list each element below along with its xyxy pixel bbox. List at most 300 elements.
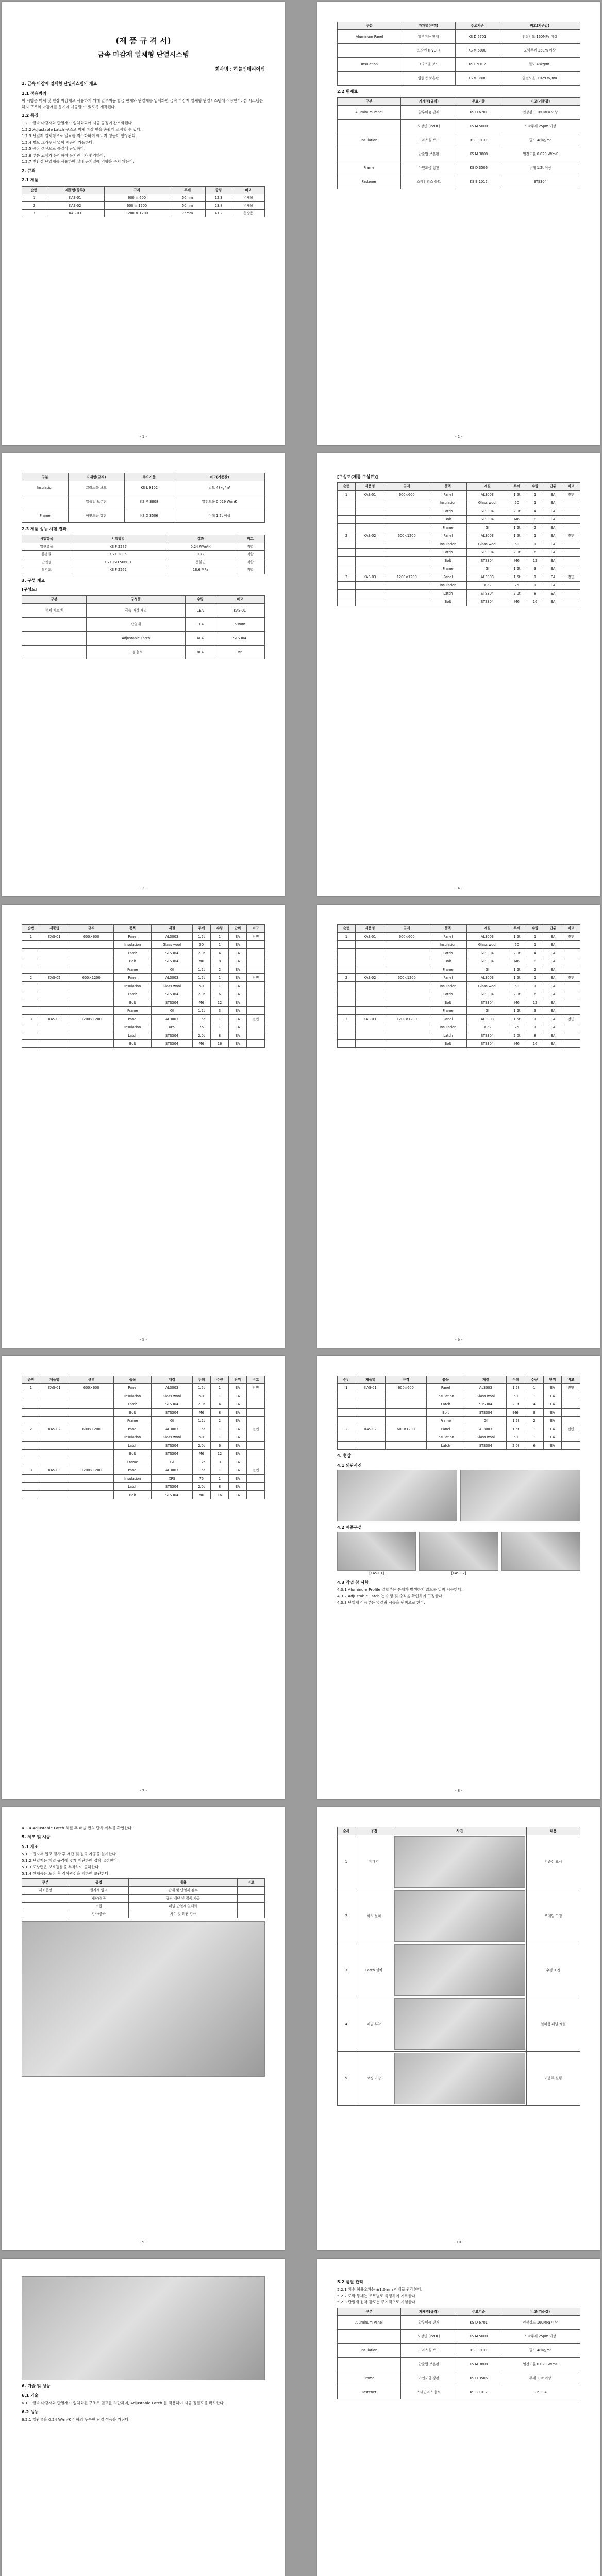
table-cell: 1.2t bbox=[508, 523, 526, 532]
table-header: 비고 bbox=[247, 1376, 265, 1384]
table-cell: 600×1200 bbox=[384, 532, 429, 540]
table-cell: AL3003 bbox=[152, 974, 192, 982]
section-heading: [구성도(제품 구성표)] bbox=[337, 474, 378, 479]
section-heading: 1.1 적용범위 bbox=[22, 91, 46, 96]
table-cell: EA bbox=[229, 1031, 247, 1040]
table-row bbox=[338, 2330, 580, 2344]
table-cell bbox=[40, 982, 69, 990]
table-cell: AL3003 bbox=[467, 490, 508, 499]
list-item: 5.1.3 도장면은 보호필름을 부착하여 출하한다. bbox=[22, 1865, 100, 1870]
table-row bbox=[22, 1417, 265, 1425]
table-cell: STS304 bbox=[152, 1031, 192, 1040]
table-cell: 1200 × 1200 bbox=[104, 210, 170, 217]
table-cell bbox=[69, 957, 114, 965]
table-cell bbox=[562, 589, 580, 598]
table-header: 순번 bbox=[22, 1376, 40, 1384]
table-row bbox=[22, 949, 265, 957]
table-cell: M6 bbox=[508, 957, 526, 965]
table-cell: 열전도율 0.029 W/mK bbox=[174, 495, 265, 509]
table-row bbox=[22, 631, 265, 645]
table-cell: 아연도금 강판 bbox=[401, 161, 457, 175]
doc-title-bracket: (제 품 규 격 서) bbox=[115, 36, 171, 45]
table-cell: 2 bbox=[525, 1417, 544, 1425]
table-cell bbox=[40, 1442, 69, 1450]
table-cell bbox=[562, 965, 580, 974]
table-cell bbox=[40, 1031, 69, 1040]
table-cell: 4 bbox=[211, 949, 229, 957]
table-cell bbox=[40, 1392, 69, 1400]
table-cell: Frame bbox=[114, 965, 152, 974]
table-cell bbox=[338, 556, 356, 565]
table-cell: Aluminum Panel bbox=[338, 2316, 401, 2330]
table-cell bbox=[384, 507, 429, 515]
table-cell: STS304 bbox=[465, 1409, 507, 1417]
table-cell: M6 bbox=[508, 556, 526, 565]
table-cell: 75 bbox=[192, 1475, 211, 1483]
table-cell bbox=[384, 556, 429, 565]
table-cell: EA bbox=[544, 565, 562, 573]
table-cell: Insulation bbox=[429, 540, 467, 548]
table-cell: GI bbox=[467, 523, 508, 532]
table-cell: 1200×1200 bbox=[384, 573, 429, 581]
table-cell: 전면 bbox=[247, 1015, 265, 1023]
table-header: 규격 bbox=[384, 925, 429, 933]
test-result-table bbox=[22, 473, 265, 523]
table-cell: Panel bbox=[114, 1384, 152, 1392]
table-cell bbox=[355, 598, 384, 606]
table-header: 순번 bbox=[338, 483, 356, 490]
table-row bbox=[22, 998, 265, 1007]
table-header: 재질 bbox=[467, 483, 508, 490]
table-header: 두께 bbox=[170, 186, 205, 194]
list-item: 5.1.1 원자재 입고 검사 후 재단 및 절곡 가공을 실시한다. bbox=[22, 1852, 118, 1857]
section-heading: 5.1 제조 bbox=[22, 1844, 39, 1849]
table-row bbox=[338, 507, 580, 515]
table-cell bbox=[22, 957, 40, 965]
table-cell: 12 bbox=[526, 998, 544, 1007]
table-cell bbox=[562, 1400, 580, 1409]
feature-list bbox=[22, 120, 265, 164]
table-cell: 3 bbox=[211, 1458, 229, 1466]
table-cell bbox=[384, 982, 429, 990]
table-cell: EA bbox=[229, 1442, 247, 1450]
table-cell: 3 bbox=[338, 573, 356, 581]
company-name: 회사명 : 하늘인테리어팀 bbox=[215, 67, 265, 73]
table-cell: Glass wool bbox=[152, 941, 192, 949]
table-cell: Frame bbox=[338, 161, 401, 175]
table-cell: 1 bbox=[211, 1392, 229, 1400]
table-cell bbox=[22, 1910, 69, 1918]
list-item: 1.2.3 단열재 일체형으로 열교를 최소화하여 에너지 성능이 향상된다. bbox=[22, 133, 137, 139]
table-cell: 8 bbox=[211, 1031, 229, 1040]
table-cell: KAS-03 bbox=[40, 1466, 69, 1475]
table-cell bbox=[40, 1400, 69, 1409]
table-cell: 12 bbox=[211, 998, 229, 1007]
table-cell bbox=[384, 941, 429, 949]
table-cell: EA bbox=[544, 1031, 562, 1040]
table-cell: Insulation bbox=[114, 941, 152, 949]
table-cell bbox=[247, 1031, 265, 1040]
table-cell bbox=[355, 556, 384, 565]
bom-table bbox=[337, 482, 580, 606]
table-cell: STS304 bbox=[152, 1491, 192, 1499]
table-cell: EA bbox=[544, 523, 562, 532]
table-cell bbox=[247, 998, 265, 1007]
paragraph: 6.2.1 열관류율 0.24 W/m²K 이하의 우수한 단열 성능을 가진다. bbox=[22, 2417, 130, 2422]
table-cell: 8 bbox=[526, 957, 544, 965]
table-cell: KAS-01 bbox=[355, 490, 384, 499]
table-cell bbox=[40, 1491, 69, 1499]
table-cell: GI bbox=[467, 565, 508, 573]
table-row bbox=[22, 495, 265, 509]
table-cell: 1 bbox=[211, 1433, 229, 1442]
table-row bbox=[22, 194, 265, 201]
table-cell: EA bbox=[229, 998, 247, 1007]
table-row bbox=[338, 598, 580, 606]
table-cell: 1 bbox=[22, 194, 46, 201]
table-cell bbox=[355, 565, 384, 573]
table-cell: 8 bbox=[211, 1483, 229, 1491]
table-cell bbox=[69, 982, 114, 990]
table-cell: 적합 bbox=[236, 543, 265, 550]
table-cell bbox=[22, 1040, 40, 1048]
table-cell: EA bbox=[229, 941, 247, 949]
paragraph-list bbox=[22, 1851, 265, 1876]
table-cell bbox=[356, 1400, 385, 1409]
table-cell: AL3003 bbox=[467, 573, 508, 581]
list-item: 5.1.2 단열재는 패널 규격에 맞게 재단하여 접착 고정한다. bbox=[22, 1858, 119, 1863]
table-header: 내용 bbox=[129, 1879, 238, 1887]
table-cell bbox=[338, 1007, 356, 1015]
table-cell: XPS bbox=[152, 1023, 192, 1031]
table-header: 두께 bbox=[507, 1376, 525, 1384]
table-cell: XPS bbox=[152, 1475, 192, 1483]
table-cell: 4 bbox=[526, 949, 544, 957]
table-cell: 1200×1200 bbox=[384, 1015, 429, 1023]
table-cell: 단열재 bbox=[87, 617, 186, 631]
table-cell: 2 bbox=[338, 532, 356, 540]
table-cell: 흡음률 bbox=[22, 551, 71, 558]
table-cell: 도장면 (PVDF) bbox=[401, 119, 457, 133]
table-cell: 1 bbox=[211, 1466, 229, 1475]
section-heading: 2.3 제품 성능 시험 결과 bbox=[22, 527, 67, 532]
table-cell bbox=[393, 1835, 526, 1889]
table-header: 주요기준 bbox=[457, 2308, 500, 2315]
list-item: 4.3.3 단열재 이음부는 엇갈림 시공을 원칙으로 한다. bbox=[337, 1600, 425, 1605]
table-cell: 전면 bbox=[562, 1015, 580, 1023]
table-cell: 1 bbox=[525, 1425, 544, 1433]
table-cell: 3 bbox=[211, 1007, 229, 1015]
table-cell bbox=[384, 515, 429, 523]
list-item: 4.3.2 Adjustable Latch 는 수평 및 수직을 확인하여 고정한다. bbox=[337, 1594, 444, 1599]
table-header: 구분 bbox=[338, 22, 402, 30]
table-cell: STS304 bbox=[152, 990, 192, 998]
table-cell bbox=[386, 1442, 427, 1450]
table-cell: STS304 bbox=[467, 598, 508, 606]
table-cell: EA bbox=[544, 581, 562, 589]
table-cell: 전면 bbox=[247, 974, 265, 982]
paragraph-list bbox=[337, 2286, 580, 2305]
table-cell: 8 bbox=[525, 1409, 544, 1417]
list-item: 1.2.1 금속 마감재와 단열재가 일체화되어 시공 공정이 간소화된다. bbox=[22, 121, 133, 126]
table-cell: 열전도율 0.029 W/mK bbox=[499, 72, 580, 86]
table-cell: 2.0t bbox=[508, 949, 526, 957]
table-cell: 전면 bbox=[562, 1384, 580, 1392]
table-cell bbox=[356, 1433, 385, 1442]
section-heading: 6.1 기술 bbox=[22, 2393, 39, 2398]
table-row bbox=[22, 1894, 265, 1902]
table-cell: Insulation bbox=[338, 133, 401, 147]
table-cell: 600×1200 bbox=[384, 974, 429, 982]
table-cell: 밀도 48kg/m³ bbox=[174, 481, 265, 495]
table-cell: M6 bbox=[192, 1040, 211, 1048]
table-cell: Frame bbox=[429, 565, 467, 573]
table-cell bbox=[247, 1458, 265, 1466]
table-cell: 준불연 bbox=[165, 558, 236, 566]
table-cell bbox=[338, 1023, 356, 1031]
table-row bbox=[338, 1943, 580, 1997]
table-cell bbox=[384, 949, 429, 957]
table-row bbox=[338, 556, 580, 565]
table-cell: Panel bbox=[114, 974, 152, 982]
table-cell: 12 bbox=[211, 1450, 229, 1458]
table-header: 규격 bbox=[384, 483, 429, 490]
table-cell: EA bbox=[544, 990, 562, 998]
table-cell bbox=[22, 1433, 40, 1442]
table-cell: Insulation bbox=[114, 1392, 152, 1400]
table-cell bbox=[562, 515, 580, 523]
table-cell: 일체형 패널 체결 bbox=[526, 1997, 580, 2052]
table-cell: 6 bbox=[526, 548, 544, 556]
table-cell: 1.5t bbox=[508, 490, 526, 499]
table-cell bbox=[40, 1433, 69, 1442]
table-cell: 1 bbox=[338, 1835, 355, 1889]
bom-table bbox=[22, 1376, 265, 1499]
table-cell bbox=[40, 990, 69, 998]
table-header: 단위 bbox=[229, 925, 247, 933]
table-cell bbox=[40, 1409, 69, 1417]
table-row bbox=[338, 532, 580, 540]
bom-table bbox=[22, 924, 265, 1048]
table-cell bbox=[22, 1458, 40, 1466]
table-header: 비고(기준값) bbox=[500, 2308, 580, 2315]
table-cell: 그라스울 보드 bbox=[402, 58, 455, 72]
table-cell: EA bbox=[229, 965, 247, 974]
table-cell bbox=[338, 119, 401, 133]
table-cell bbox=[338, 44, 402, 58]
table-cell bbox=[22, 1409, 40, 1417]
table-cell: 0.72 bbox=[165, 551, 236, 558]
table-cell: KS B 1012 bbox=[457, 2385, 500, 2399]
table-cell: KAS-02 bbox=[40, 974, 69, 982]
table-row bbox=[338, 990, 580, 998]
table-cell: Bolt bbox=[426, 1409, 465, 1417]
table-cell bbox=[384, 548, 429, 556]
product-photo bbox=[419, 1532, 498, 1571]
table-cell bbox=[22, 1031, 40, 1040]
table-cell: 1 bbox=[211, 1475, 229, 1483]
table-cell bbox=[338, 598, 356, 606]
table-cell: KS L 9102 bbox=[457, 133, 500, 147]
table-cell: EA bbox=[229, 949, 247, 957]
table-header: 재질 bbox=[467, 925, 508, 933]
table-row bbox=[338, 1384, 580, 1392]
table-cell: EA bbox=[543, 1442, 562, 1450]
table-cell: 1.5t bbox=[508, 573, 526, 581]
table-cell: EA bbox=[543, 1433, 562, 1442]
table-cell bbox=[355, 523, 384, 532]
table-cell: KAS-01 bbox=[40, 933, 69, 941]
table-cell: 1.2t bbox=[507, 1417, 525, 1425]
table-cell: 600 × 1200 bbox=[104, 201, 170, 209]
table-cell: 1.2t bbox=[192, 1417, 211, 1425]
table-row bbox=[22, 1433, 265, 1442]
table-cell bbox=[247, 957, 265, 965]
table-cell: 벽체용 bbox=[232, 194, 265, 201]
table-cell: AL3003 bbox=[152, 1425, 192, 1433]
table-cell: KAS-03 bbox=[355, 573, 384, 581]
table-row bbox=[338, 1835, 580, 1889]
table-row bbox=[22, 645, 265, 659]
table-cell: 그라스울 보드 bbox=[401, 133, 457, 147]
table-row bbox=[22, 543, 265, 550]
table-cell bbox=[22, 990, 40, 998]
table-cell bbox=[393, 1997, 526, 2052]
page-2 bbox=[317, 2, 600, 445]
table-cell bbox=[355, 499, 384, 507]
table-cell: Panel bbox=[426, 1425, 465, 1433]
table-row bbox=[22, 1458, 265, 1466]
table-cell: 16 bbox=[211, 1491, 229, 1499]
table-header: 자재명(규격) bbox=[401, 2308, 457, 2315]
table-cell bbox=[562, 1023, 580, 1031]
table-cell: STS304 bbox=[152, 1483, 192, 1491]
table-row bbox=[22, 1007, 265, 1015]
table-cell: 1.5t bbox=[507, 1425, 525, 1433]
product-photo bbox=[337, 1532, 416, 1571]
table-header: 규격 bbox=[69, 925, 114, 933]
page-number: - 6 - bbox=[455, 1337, 462, 1342]
table-row bbox=[338, 2358, 580, 2371]
table-cell bbox=[40, 1483, 69, 1491]
table-cell: 1 bbox=[338, 490, 356, 499]
table-cell: KS L 9102 bbox=[455, 58, 499, 72]
table-cell: Bolt bbox=[429, 515, 467, 523]
table-cell: Glass wool bbox=[467, 982, 508, 990]
table-cell: KS F 2805 bbox=[71, 551, 165, 558]
table-cell: KAS-02 bbox=[355, 974, 384, 982]
table-row bbox=[22, 201, 265, 209]
table-cell bbox=[338, 72, 402, 86]
table-cell: KS D 3506 bbox=[124, 509, 174, 523]
table-row bbox=[338, 499, 580, 507]
table-cell: 2.0t bbox=[192, 1442, 211, 1450]
table-header: 제품명 bbox=[355, 925, 384, 933]
table-cell bbox=[247, 1475, 265, 1483]
table-cell: 600×1200 bbox=[69, 1425, 114, 1433]
table-cell: XPS bbox=[467, 1023, 508, 1031]
table-cell: 6 bbox=[211, 1442, 229, 1450]
table-cell: Bolt bbox=[429, 556, 467, 565]
table-cell: 1 bbox=[211, 941, 229, 949]
table-cell: EA bbox=[229, 1491, 247, 1499]
table-cell: 4 bbox=[338, 1997, 355, 2052]
section-heading: 2. 규격 bbox=[22, 168, 36, 173]
table-cell: M6 bbox=[192, 957, 211, 965]
page-number: - 7 - bbox=[140, 1789, 147, 1793]
table-header: 결과 bbox=[165, 535, 236, 543]
table-cell: KAS-02 bbox=[40, 1425, 69, 1433]
table-cell: 3 bbox=[22, 210, 46, 217]
table-cell bbox=[562, 941, 580, 949]
table-cell bbox=[69, 1458, 114, 1466]
install-steps-table bbox=[337, 1827, 580, 2106]
table-cell: GI bbox=[465, 1417, 507, 1425]
list-item: 1.2.6 부분 교체가 용이하여 유지관리가 편리하다. bbox=[22, 152, 105, 158]
table-row bbox=[22, 1902, 265, 1910]
table-cell bbox=[355, 581, 384, 589]
table-cell: Latch 설치 bbox=[355, 1943, 393, 1997]
table-cell: KAS-03 bbox=[40, 1015, 69, 1023]
table-cell: 4 bbox=[211, 1400, 229, 1409]
table-cell: 1.5t bbox=[508, 974, 526, 982]
table-row bbox=[22, 617, 265, 631]
table-cell bbox=[247, 1417, 265, 1425]
table-cell: 2 bbox=[22, 974, 40, 982]
table-cell: Fastener bbox=[338, 2385, 401, 2399]
section-heading: 6.2 성능 bbox=[22, 2410, 39, 2415]
section-heading: 2.2 원재료 bbox=[337, 89, 358, 94]
table-header: 구분 bbox=[338, 97, 401, 105]
table-header: 구분 bbox=[22, 596, 87, 603]
table-cell: 1 bbox=[211, 1023, 229, 1031]
table-cell: KS B 1012 bbox=[457, 175, 500, 189]
table-cell bbox=[40, 1450, 69, 1458]
table-cell: 1 bbox=[211, 982, 229, 990]
table-cell: EA bbox=[543, 1409, 562, 1417]
table-row bbox=[338, 515, 580, 523]
table-cell: STS304 bbox=[467, 515, 508, 523]
table-row bbox=[22, 957, 265, 965]
table-row bbox=[338, 175, 580, 189]
list-item: 1.2.2 Adjustable Latch 구조로 벽체 마감 면을 손쉽게 조정할 수 있다. bbox=[22, 127, 142, 132]
table-cell: 압출법 보온판 bbox=[68, 495, 124, 509]
table-cell bbox=[338, 2330, 401, 2344]
table-cell: EA bbox=[544, 499, 562, 507]
table-cell: KS F ISO 5660-1 bbox=[71, 558, 165, 566]
table-row bbox=[338, 974, 580, 982]
table-row bbox=[22, 1409, 265, 1417]
table-cell: Panel bbox=[429, 490, 467, 499]
table-cell: STS304 bbox=[152, 957, 192, 965]
table-cell: Latch bbox=[429, 949, 467, 957]
table-cell bbox=[355, 1031, 384, 1040]
section-heading: 4.2 제품구성 bbox=[337, 1525, 362, 1530]
table-cell: KS M 3808 bbox=[457, 2358, 500, 2371]
table-cell: 1 bbox=[526, 490, 544, 499]
table-cell: STS304 bbox=[215, 631, 264, 645]
doc-title: 금속 마감재 일체형 단열시스템 bbox=[97, 51, 189, 59]
table-cell: M6 bbox=[192, 1409, 211, 1417]
table-cell: 0.24 W/m²K bbox=[165, 543, 236, 550]
table-cell bbox=[338, 499, 356, 507]
table-cell bbox=[393, 1889, 526, 1943]
table-row bbox=[338, 490, 580, 499]
table-cell: Adjustable Latch bbox=[87, 631, 186, 645]
table-cell: 1200×1200 bbox=[69, 1015, 114, 1023]
table-cell bbox=[238, 1910, 265, 1918]
table-cell bbox=[69, 1433, 114, 1442]
